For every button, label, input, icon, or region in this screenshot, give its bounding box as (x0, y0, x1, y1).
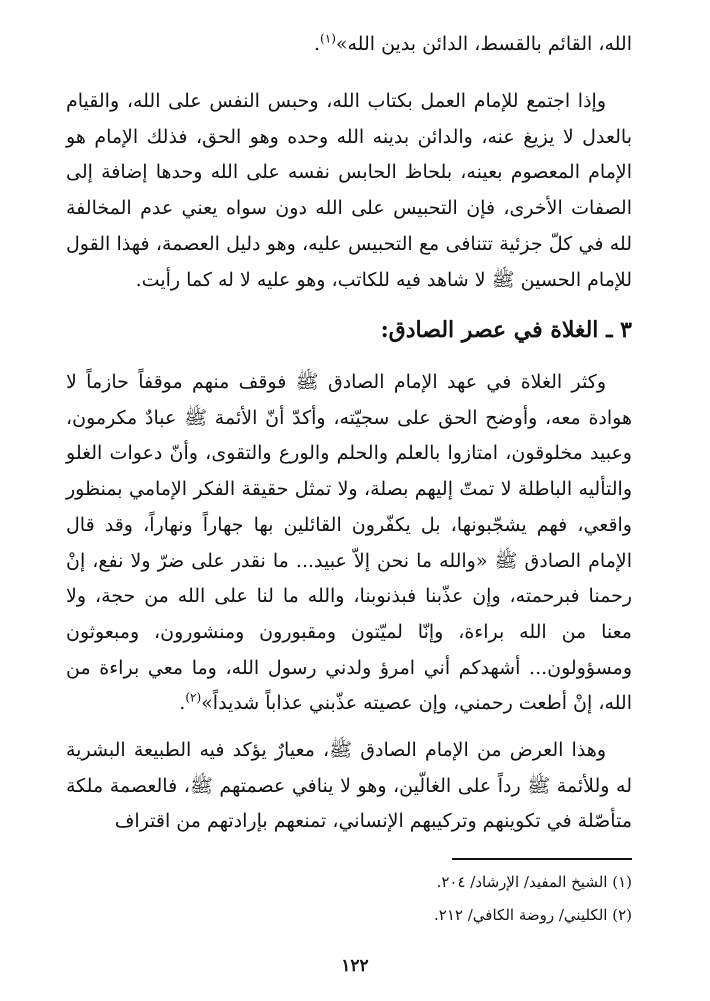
continuation-end: . (314, 33, 321, 55)
section-heading: ٣ ـ الغلاة في عصر الصادق: (380, 317, 632, 343)
paragraph-3 (66, 733, 632, 840)
footnote-divider (452, 858, 632, 860)
footnote-ref-1: (١) (320, 31, 336, 46)
footnote-1: (١) الشيخ المفيد/ الإرشاد/ ٢٠٤. (436, 873, 632, 891)
paragraph-2-end: . (179, 692, 186, 715)
footnote-ref-2: (٢) (185, 691, 202, 705)
page-number: ١٢٢ (341, 956, 369, 976)
paragraph-1-text: وإذا اجتمع للإمام العمل بكتاب الله، وحبس النفس على الله، والقيام بالعدل لا يزيغ عنه، والدائن بدينه الله وحده وهو الحق، فذلك الإمام هو الإمام المعصوم بعينه، بلحاظ الحابس نفسه على الله وحدها إضافة إلى الصفات الأخرى، فإن التحبيس على الله دون سواه يعني عدم المخالفة لله في كلّ جزئية تتنافى مع التحبيس عليه، وهو دليل العصمة، فهذا القول للإمام الحسين ﷺ لا شاهد فيه للكاتب، وهو عليه لا له كما رأيت. (66, 90, 632, 291)
continuation-text: الله، القائم بالقسط، الدائن بدين الله» (335, 33, 632, 55)
paragraph-1 (66, 84, 632, 298)
footnote-2: (٢) الكليني/ روضة الكافي/ ٢١٢. (434, 906, 632, 924)
paragraph-2-text: وكثر الغلاة في عهد الإمام الصادق ﷺ فوقف منهم موقفاً حازماً لا هوادة معه، وأوضح الحق على سجيّته، وأكدّ أنّ الأئمة ﷺ عبادٌ مكرمون، وعبيد مخلوقون، امتازوا بالعلم والحلم والورع والتقوى، وأنّ دعوات الغلو والتأليه الباطلة لا تمتّ إليهم بصلة، ولا تمثل حقيقة الفكر الإمامي بمنظور واقعي، فهم يشجّبونها، بل يكفّرون القائلين بها جهاراً ونهاراً، وقد قال الإمام الصادق ﷺ «والله ما نحن إلاّ عبيد... ما نقدر على ضرّ ولا نفع، إنْ رحمنا فبرحمته، وإن عذّبنا فبذنوبنا، والله ما لنا على الله من حجة، ولا معنا من الله براءة، وإنّا لميّتون ومقبورون ومنشورون، ومبعوثون ومسؤولون... أشهدكم أني امرؤ ولدني رسول الله، وما معي براءة من الله، إنْ أطعت رحمني، وإن عصيته عذّبني عذاباً شديداً» (66, 371, 632, 715)
paragraph-2 (66, 365, 632, 722)
paragraph-3-text: وهذا العرض من الإمام الصادق ﷺ، معيارٌ يؤكد فيه الطبيعة البشرية له وللأئمة ﷺ رداً على الغالّين، وهو لا ينافي عصمتهم ﷺ، فالعصمة ملكة متأصّلة في تكوينهم وتركيبهم الإنساني، تمنعهم بإرادتهم من اقتراف (66, 739, 632, 833)
footnotes (100, 866, 632, 932)
continuation-line (66, 27, 632, 63)
